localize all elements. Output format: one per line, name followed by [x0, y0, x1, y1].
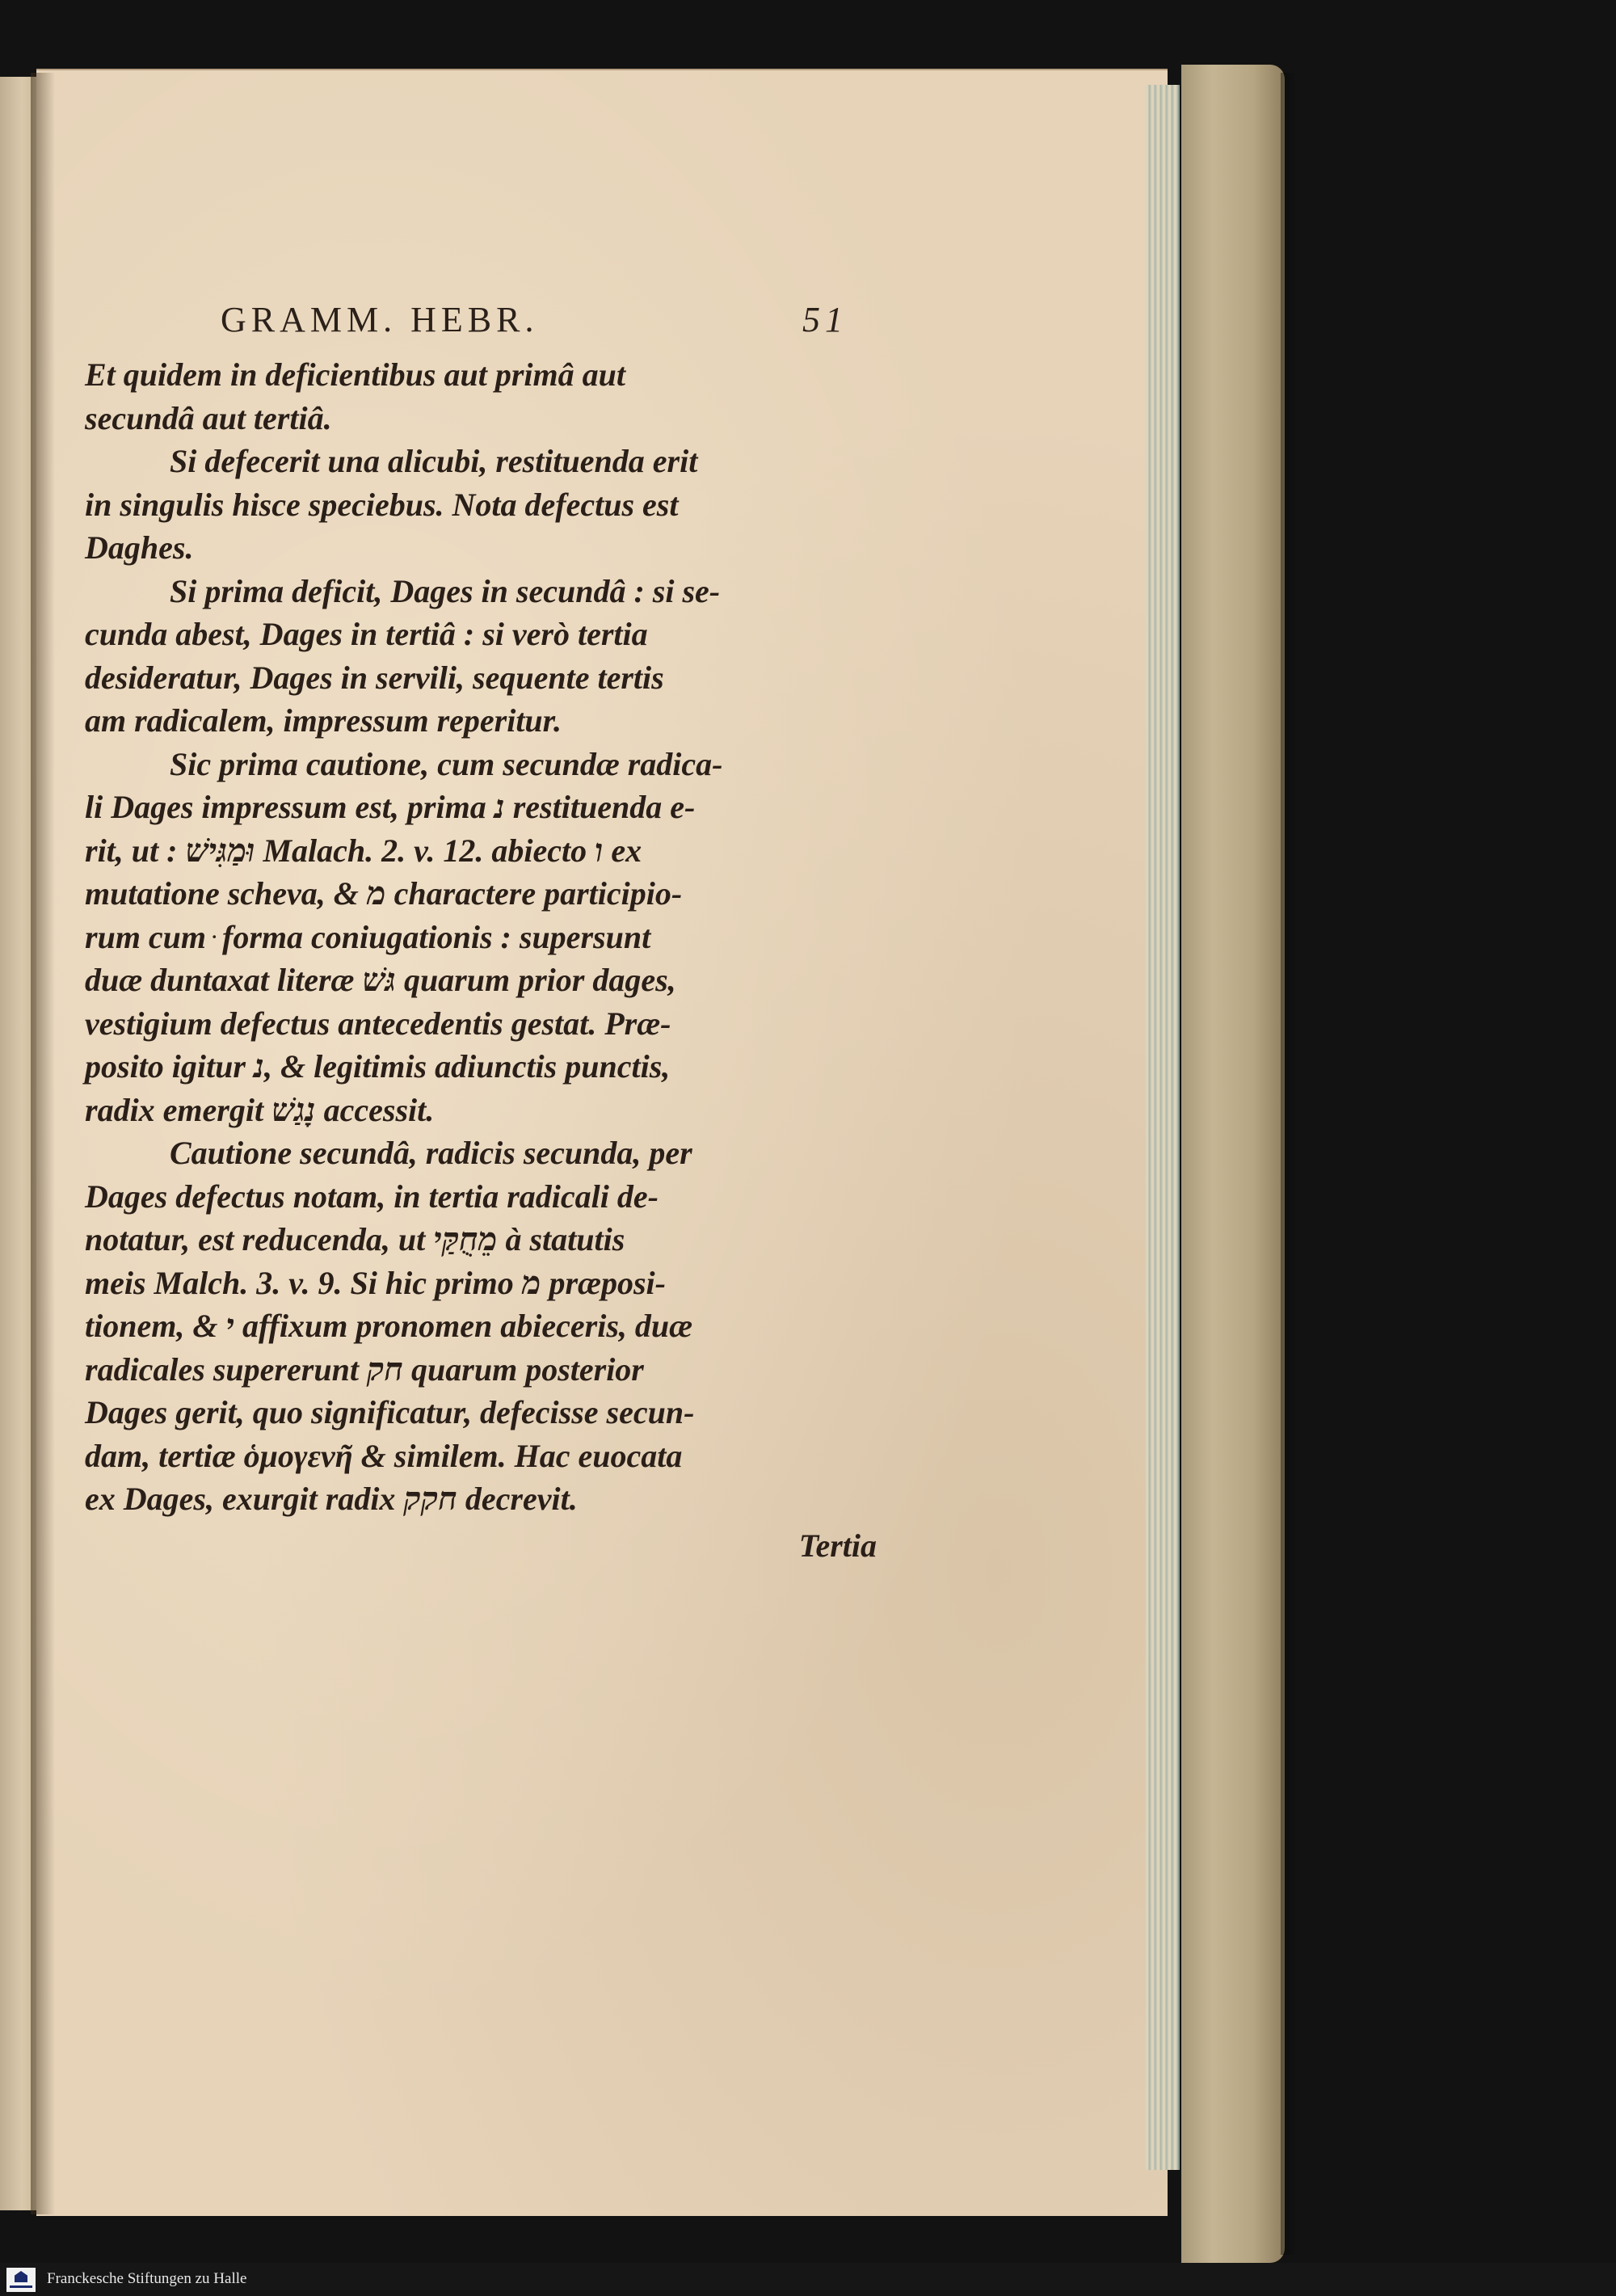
text-line: meis Malch. 3. v. 9. Si hic primo מ præposi- — [85, 1264, 666, 1301]
text-line: mutatione scheva, & מ charactere participio- — [85, 875, 683, 912]
text-line: rit, ut : וּמַגִּישׁ Malach. 2. v. 12. abiecto ו ex — [85, 832, 642, 869]
text-line: am radicalem, impressum reperitur. — [85, 702, 562, 739]
logo-mark — [15, 2271, 27, 2282]
text-line: notatur, est reducenda, ut מֵחֻקַּי à statutis — [85, 1221, 625, 1258]
running-head — [221, 299, 867, 348]
running-title: GRAMM. HEBR. — [221, 300, 539, 339]
text-line: posito igitur נ, & legitimis adiunctis punctis, — [85, 1048, 671, 1085]
text-line: Si prima deficit, Dages in secundâ : si se- — [170, 572, 721, 609]
text-line: li Dages impressum est, prima נ restituenda e- — [85, 789, 696, 825]
page-block-edges — [1146, 85, 1180, 2170]
text-line: radicales supererunt חק quarum posterior — [85, 1350, 644, 1388]
catchword: Tertia — [798, 1527, 877, 1564]
text-line: Et quidem in deficientibus aut primâ aut — [85, 356, 625, 393]
text-line: ex Dages, exurgit radix חקק decrevit. — [85, 1481, 578, 1517]
text-line: secundâ aut tertiâ. — [85, 399, 332, 436]
text-line: Cautione secundâ, radicis secunda, per — [170, 1135, 692, 1171]
text-line: Daghes. — [85, 529, 194, 566]
text-line: rum cum ּ forma coniugationis : supersunt — [85, 918, 651, 955]
book-page — [36, 69, 1168, 2216]
text-line: dam, tertiæ ὁμογενῆ & similem. Hac euocata — [85, 1437, 683, 1474]
text-line: cunda abest, Dages in tertiâ : si verò tertia — [85, 616, 648, 652]
text-line: Si defecerit una alicubi, restituenda erit — [170, 443, 698, 479]
vellum-cover — [1181, 65, 1285, 2263]
text-line: Sic prima cautione, cum secundæ radica- — [170, 745, 723, 782]
text-line: in singulis hisce speciebus. Nota defectus est — [85, 486, 679, 523]
text-line: duæ duntaxat literæ גּשׁ quarum prior dages, — [85, 962, 676, 998]
page-number: 51 — [802, 300, 848, 339]
text-line: radix emergit נָגַשׁ accessit. — [85, 1091, 435, 1128]
text-line: vestigium defectus antecedentis gestat. Præ- — [85, 1005, 671, 1042]
text-line: desideratur, Dages in servili, sequente tertis — [85, 659, 664, 696]
body-text — [85, 353, 877, 1573]
footer-credit: Franckesche Stiftungen zu Halle — [47, 2270, 247, 2287]
cover-shadow — [1281, 73, 1297, 2255]
text-line: Dages defectus notam, in tertia radicali de- — [85, 1177, 659, 1215]
binding-gutter — [31, 73, 55, 2214]
footer-strip — [0, 2263, 1616, 2296]
text-line: tionem, & י affixum pronomen abieceris, duæ — [85, 1308, 693, 1344]
logo-line — [10, 2285, 32, 2288]
text-line: Dages gerit, quo significatur, defecisse secun- — [85, 1394, 695, 1430]
library-logo-icon — [6, 2268, 36, 2292]
